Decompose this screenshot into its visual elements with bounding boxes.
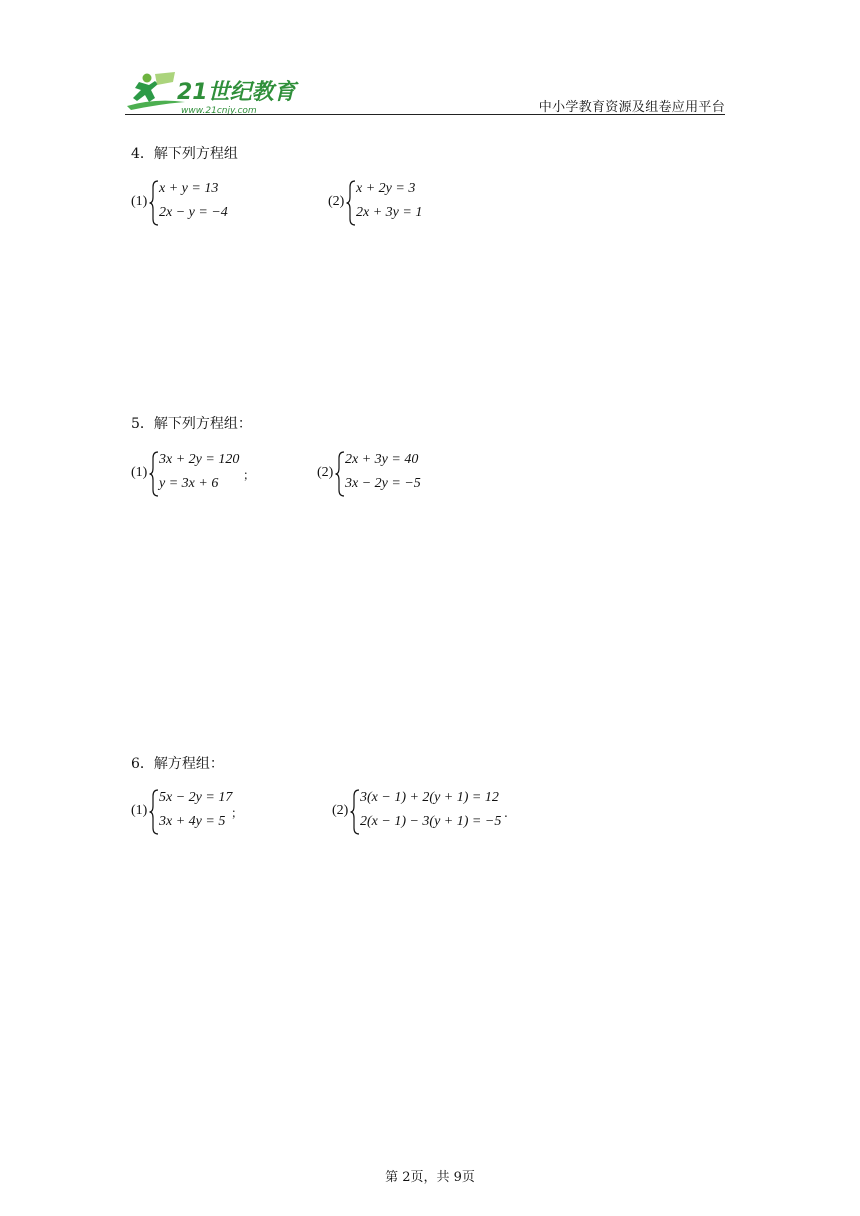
left-brace-icon: [149, 179, 159, 227]
logo-text: 21世纪教育: [177, 80, 296, 105]
left-brace-icon: [149, 450, 159, 498]
question-6-system-2: [332, 788, 532, 836]
equation-2: y = 3x + 6: [159, 476, 219, 491]
question-6-system-1: [131, 788, 271, 836]
left-brace-icon: [350, 788, 360, 836]
question-5-title: 5．解下列方程组：: [131, 416, 252, 432]
question-5-system-1: [131, 450, 271, 498]
equation-1: 5x − 2y = 17: [159, 790, 233, 805]
part-number: (1): [131, 194, 148, 209]
question-4-system-1: [131, 179, 271, 227]
part-number: (1): [131, 803, 148, 818]
separator: ；: [243, 468, 256, 482]
question-6-title: 6．解方程组：: [131, 756, 224, 772]
question-4-system-2: [328, 179, 468, 227]
equation-1: x + 2y = 3: [356, 181, 416, 196]
equation-1: 3x + 2y = 120: [159, 452, 240, 467]
equation-1: x + y = 13: [159, 181, 219, 196]
equation-2: 2(x − 1) − 3(y + 1) = −5: [360, 814, 502, 829]
left-brace-icon: [335, 450, 345, 498]
part-number: (2): [332, 803, 349, 818]
separator: ；: [231, 806, 244, 820]
equation-2: 2x − y = −4: [159, 205, 228, 220]
part-number: (1): [131, 465, 148, 480]
part-number: (2): [317, 465, 334, 480]
question-5-system-2: [317, 450, 457, 498]
left-brace-icon: [346, 179, 356, 227]
question-4-title: 4．解下列方程组: [131, 146, 238, 162]
page-header: [125, 68, 725, 116]
equation-1: 3(x − 1) + 2(y + 1) = 12: [360, 790, 499, 805]
site-name: 中小学教育资源及组卷应用平台: [538, 100, 725, 115]
equation-1: 2x + 3y = 40: [345, 452, 419, 467]
logo-url: www.21cnjy.com: [181, 106, 257, 116]
page-footer: 第 2页，共 9页: [385, 1170, 475, 1185]
equation-2: 3x + 4y = 5: [159, 814, 226, 829]
site-logo: [125, 68, 300, 116]
separator: .: [504, 806, 508, 820]
equation-2: 3x − 2y = −5: [345, 476, 421, 491]
part-number: (2): [328, 194, 345, 209]
header-divider: [125, 114, 725, 115]
equation-2: 2x + 3y = 1: [356, 205, 423, 220]
left-brace-icon: [149, 788, 159, 836]
